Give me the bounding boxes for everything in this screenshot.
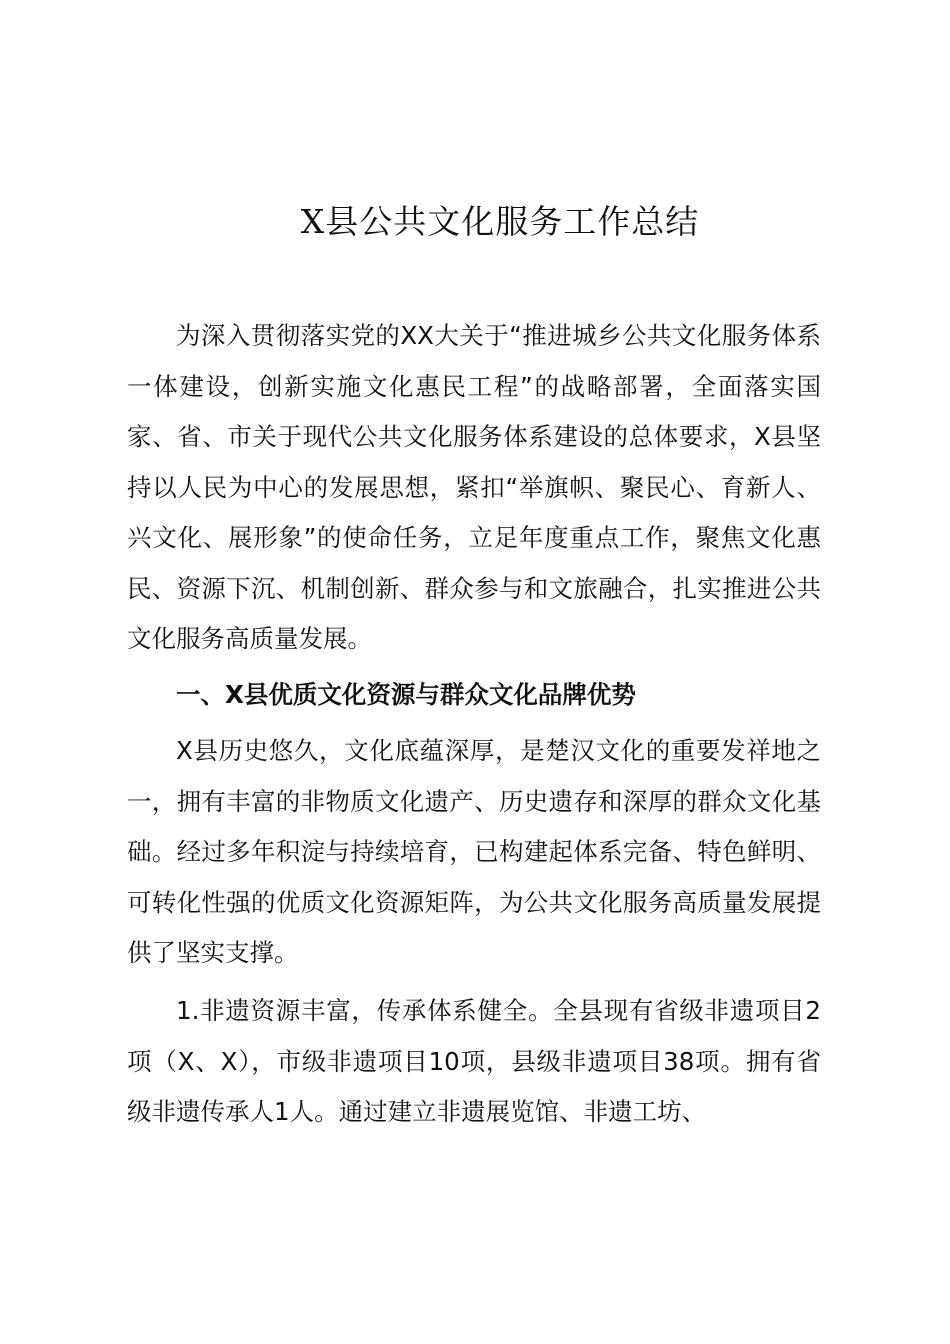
intro-paragraph: 为深入贯彻落实党的XX大关于“推进城乡公共文化服务体系一体建设，创新实施文化惠民工程”的战略部署，全面落实国家、省、市关于现代公共文化服务体系建设的总体要求，X县坚持以人民为中心的发展思想，紧扣“举旗帜、聚民心、育新人、兴文化、展形象”的使命任务，立足年度重点工作，聚焦文化惠民、资源下沉、机制创新、群众参与和文旅融合，扎实推进公共文化服务高质量发展。 — [127, 321, 821, 653]
section-item-1: 1.非遗资源丰富，传承体系健全。全县现有省级非遗项目2项（X、X），市级非遗项目10项，县级非遗项目38项。拥有省级非遗传承人1人。通过建立非遗展览馆、非遗工坊、 — [127, 996, 821, 1126]
section-paragraph: X县历史悠久，文化底蕴深厚，是楚汉文化的重要发祥地之一，拥有丰富的非物质文化遗产、历史遗存和深厚的群众文化基础。经过多年积淀与持续培育，已构建起体系完备、特色鲜明、可转化性强的优质文化资源矩阵，为公共文化服务高质量发展提供了坚实支撑。 — [127, 736, 821, 967]
document-title: X县公共文化服务工作总结 — [300, 202, 700, 241]
section-heading: 一、X县优质文化资源与群众文化品牌优势 — [176, 680, 636, 709]
